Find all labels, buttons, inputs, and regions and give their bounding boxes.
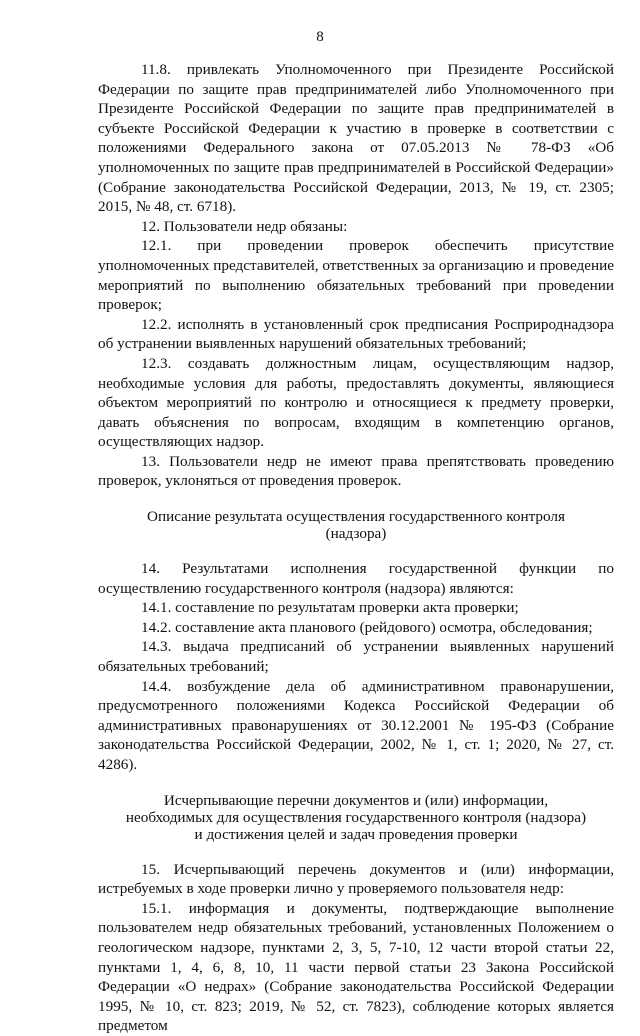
paragraph-15-1: 15.1. информация и документы, подтверждающие выполнение пользователем недр обязательных требований, установленных Положением о геологическом надзоре, пунктами 2, 3, 5, 7-10, 12 части второй статьи 22, пунктами 1, 4, 6, 8, 10, 11 части первой статьи 23 Закона Российской Федерации «О недрах» (Собрание законодательства Российской Федерации 1995, № 10, ст. 823; 2019, № 52, ст. 7823), соблюдение которых является предметом (98, 899, 614, 1035)
heading-line: Исчерпывающие перечни документов и (или) информации, (163, 791, 549, 809)
paragraph-12-2: 12.2. исполнять в установленный срок предписания Росприроднадзора об устранении выявленных нарушений обязательных требований; (98, 315, 614, 353)
paragraph-11-8: 11.8. привлекать Уполномоченного при Президенте Российской Федерации по защите прав предпринимателей либо Уполномоченного при Президенте Российской Федерации по защите прав предпринимателей в субъекте Российской Федерации к участию в проверке в соответствии с положениями Федерального закона от 07.05.2013 № 78-ФЗ «Об уполномоченных по защите прав предпринимателей в Российской Федерации» (Собрание законодательства Российской Федерации, 2013, № 19, ст. 2305; 2015, № 48, ст. 6718). (98, 61, 614, 216)
paragraph-12-3: 12.3. создавать должностным лицам, осуществляющим надзор, необходимые условия для работы, предоставлять документы, являющиеся объектом мероприятий по контролю и относящиеся к предмету проверки, давать объяснения по вопросам, входящим в компетенцию органов, осуществляющих надзор. (98, 354, 614, 451)
paragraph-13: 13. Пользователи недр не имеют права препятствовать проведению проверок, уклоняться от проведения проверок. (98, 452, 614, 490)
section-heading-documents (98, 792, 614, 843)
paragraph-14-3: 14.3. выдача предписаний об устранении выявленных нарушений обязательных требований; (98, 638, 614, 676)
heading-line: (надзора) (325, 525, 387, 543)
heading-line: необходимых для осуществления государственного контроля (надзора) (125, 808, 587, 826)
page-number: 8 (316, 29, 324, 45)
paragraph-15: 15. Исчерпывающий перечень документов и (или) информации, истребуемых в ходе проверки лично у проверяемого пользователя недр: (98, 860, 614, 898)
paragraph-14: 14. Результатами исполнения государственной функции по осуществлению государственного контроля (надзора) являются: (98, 560, 614, 597)
heading-line: и достижения целей и задач проведения проверки (194, 825, 518, 843)
paragraph-14-4: 14.4. возбуждение дела об административном правонарушении, предусмотренного положениями Кодекса Российской Федерации об административных правонарушениях от 30.12.2001 № 195-ФЗ (Собрание законодательства Российской Федерации, 2002, № 1, ст. 1; 2020, № 27, ст. 4286). (98, 677, 614, 773)
paragraph-14-2: 14.2. составление акта планового (рейдового) осмотра, обследования; (141, 618, 593, 636)
document-body (98, 60, 614, 1036)
section-heading-results (98, 508, 614, 542)
paragraph-12-1: 12.1. при проведении проверок обеспечить присутствие уполномоченных представителей, ответственных за организацию и проведение мероприятий по выполнению обязательных требований при проведении проверок; (98, 237, 614, 314)
paragraph-12: 12. Пользователи недр обязаны: (141, 217, 348, 235)
paragraph-14-1: 14.1. составление по результатам проверки акта проверки; (141, 599, 519, 617)
heading-line: Описание результата осуществления государственного контроля (147, 508, 565, 526)
